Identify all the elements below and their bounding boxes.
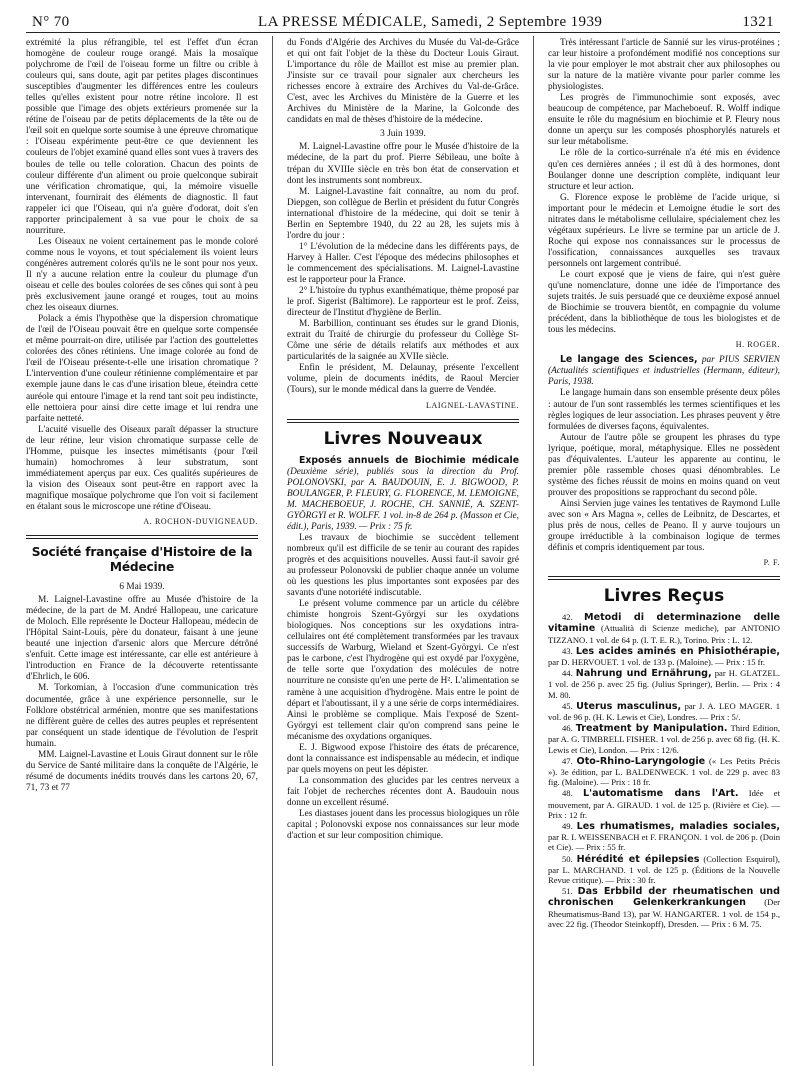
book-details: (Der Rheumatismus-Band 13), par W. HANGARTER. 1 vol. de 154 p., avec 22 fig. (Theodor Steinkopff), Dresden. — Prix : 6 M. 75.: [548, 897, 780, 929]
paragraph: Les diastases jouent dans les processus biologiques un rôle capital ; Polonovski expose nos connaissances sur leur mode d'action et sur leur composition chimique.: [287, 809, 519, 842]
book-title: Exposés annuels de Biochimie médicale: [299, 454, 519, 466]
book-title: Treatment by Manipulation.: [575, 723, 728, 735]
list-item: 45. Uterus masculinus, par J. A. LEO MAGER. 1 vol. de 96 p. (H. K. Lewis et Cie), Londres. — Prix : 5/.: [548, 700, 780, 723]
book-title: Les rhumatismes, maladies sociales,: [576, 821, 780, 833]
paragraph: Le langage humain dans son ensemble présente deux pôles : autour de l'un sont rassemblés les termes scientifiques et les règles logiques de leur association. Les phrases peuvent y être formulées de diverses façons, équivalentes.: [548, 388, 780, 432]
issue-number: N° 70: [32, 14, 70, 30]
book-details: par D. HERVOUET. 1 vol. de 133 p. (Maloine). — Prix : 15 fr.: [548, 657, 766, 668]
book-title: Oto-Rhino-Laryngologie: [576, 755, 706, 767]
paragraph: M. Barbillion, continuant ses études sur le grand Dionis, extrait du Traité de chirurgie du professeur du Collège St-Côme une série de détails relatifs aux méthodes et aux particularités de la saignée au XVIIe siècle.: [287, 319, 519, 363]
book-title: Uterus masculinus,: [576, 700, 682, 712]
list-item: 47. Oto-Rhino-Laryngologie (« Les Petits Précis »). 3e édition, par L. BALDENWECK. 1 vol. de 229 p. avec 83 fig. (Maloine). — Prix : 18 fr.: [548, 755, 780, 788]
section-title: Société française d'Histoire de la Médecine: [31, 545, 253, 575]
book-title: L'automatisme dans l'Art.: [583, 788, 739, 800]
book-details: (Deuxième série), publiés sous la direction du Prof. POLONOVSKI, par A. BAUDOUIN, E. J. BIGWOOD, P. BOULANGER, P. FLEURY, G. FLORENCE, M. LEMOIGNE, M. MACHEBOEUF, J. ROCHE, CH. SANNIÉ, A. SZENT-GYÖRGYI et R. WOLFF. 1 vol. in-8 de 264 p. (Masson et Cie, édit.), Paris, 1939. — Prix : 75 fr.: [287, 466, 519, 532]
list-item: 44. Nahrung und Ernährung, par H. GLATZEL. 1 vol. de 256 p. avec 25 fig. (Julius Springer), Berlin. — Prix : 4 M. 80.: [548, 668, 780, 700]
paragraph: E. J. Bigwood expose l'histoire des états de précarence, dont la connaissance est indispensable au médecin, et indique par quels moyens on peut les dépister.: [287, 742, 519, 775]
book-entry: [287, 455, 519, 533]
book-details: par PIUS SERVIEN (Actualités scientifiques et industrielles (Hermann, éditeur), Paris, 1938.: [548, 355, 780, 388]
paragraph: Le court exposé que je viens de faire, qui n'est guère qu'une nomenclature, donne une idée de l'importance des sujets traités. Je suis persuadé que ce deuxième exposé annuel de Biochimie se trouvera bientôt, en compagnie du volume précédent, dans la bibliothèque de tous les biologistes et de tous les médecins.: [548, 269, 780, 336]
paragraph: La consommation des glucides par les centres nerveux a fait l'objet de recherches récentes dont A. Baudouin nous donne un excellent résumé.: [287, 775, 519, 808]
paragraph: M. Laignel-Lavastine offre au Musée d'histoire de la médecine, de la part de M. André Hallopeau, une caricature de Moloch. Elle représente le Docteur Hallopeau, médecin de l'Hôpital Saint-Louis, père du donateur, faisant à une jeune beauté une injection d'arsenic alors que Mercure détrôné s'enfuit. Cette image est intéressante, car elle est antérieure à l'introduction en France de la découverte retentissante d'Ehrlich, le 606.: [26, 595, 258, 683]
book-title: Metodi di determinazione delle vitamine: [548, 612, 780, 635]
book-details: (Collection Esquirol), par L. MARCHAND. 1 vol. de 125 p. (Éditions de la Nouvelle Revue critique). — Prix : 30 fr.: [548, 853, 780, 886]
book-details: par H. GLATZEL. 1 vol. de 256 p. avec 25 fig. (Julius Springer), Berlin. — Prix : 4 M. 80.: [548, 668, 780, 700]
paragraph: Les Oiseaux ne voient certainement pas le monde coloré comme nous le voyons, et tout spécialement ils voient leurs congénères autrement colorés qu'ils ne le sont pour nos yeux. Il n'y a aucune relation entre la couleur du plumage d'un oiseau et celle des boules colorées de ses cônes qui sont à peu près exclusivement jaune orangé et rouges, tout au moins chez les oiseaux diurnes.: [26, 236, 258, 314]
paragraph: Le présent volume commence par un article du célèbre chimiste hongrois Szent-Györgyi sur les oxydations biologiques. Nos conceptions sur les oxydations intra-cellulaires ont été complètement transformées par les travaux successifs de Warburg, Wieland et Szent-Györgyi. Ce n'est pas le carbone, c'est l'hydrogène qui est oxydé par l'oxygène, de telle sorte que l'oxydation des molécules de notre nourriture ne consiste qu'en une perte de H². L'alimentation se ramène à une acquisition d'hydrogène. Mais entre le point de départ et l'aboutissant, il y a une série de corps intermédiaires. Ainsi le problème se complique. Mais l'exposé de Szent-Györgyi est tellement clair qu'on comprend sans peine le mécanisme des oxydations organiques.: [287, 599, 519, 742]
signature: P. F.: [763, 558, 780, 568]
received-books-list: [548, 612, 780, 929]
book-details: par J. A. LEO MAGER. 1 vol. de 96 p. (H. K. Lewis et Cie), Londres. — Prix : 5/.: [548, 700, 780, 723]
paragraph: 2° L'histoire du typhus exanthématique, thème proposé par le prof. Sigerist (Baltimore). Le rapporteur est le prof. Zeiss, directeur de l'Institut d'hygiène de Berlin.: [287, 286, 519, 319]
list-item: 42. Metodi di determinazione delle vitamine (Attualità di Scienze mediche), par ANTONIO TIZZANO. 1 vol. de 64 p. (I. T. E. R.), Torino. Prix : L. 12.: [548, 612, 780, 645]
paragraph: G. Florence expose le problème de l'acide urique, si important pour le médecin et Lemoigne étudie le sort des nitrates dans le métabolisme cellulaire, spécialement chez les végétaux supérieurs. Le livre se termine par un article de J. Roche qui expose nos connaissances sur le processus de l'ossification, connaissances auxquelles ses travaux personnels ont largement contribué.: [548, 192, 780, 269]
session-date: 6 Mai 1939.: [119, 582, 165, 593]
paragraph: Les travaux de biochimie se succèdent tellement nombreux qu'il est difficile de se tenir au courant des rapides progrès et des acquisitions nouvelles. Aussi faut-il savoir gré au professeur Polonovski de publier chaque année un volume où les questions les plus importantes sont exposées par des savants d'une notoriété indiscutable.: [287, 532, 519, 599]
list-item: 50. Hérédité et épilepsies (Collection Esquirol), par L. MARCHAND. 1 vol. de 125 p. (Éditions de la Nouvelle Revue critique). — Prix : 30 fr.: [548, 853, 780, 886]
book-details: Idée et mouvement, par A. GIRAUD. 1 vol. de 125 p. (Rivière et Cie). — Prix : 12 fr.: [548, 788, 780, 820]
page-number: 1321: [742, 14, 774, 30]
column-divider: [272, 36, 273, 1066]
column-3: [548, 38, 780, 1066]
paragraph: M. Torkomian, à l'occasion d'une communication très documentée, grâce à une expérience personnelle, sur le Folklore obstétrical arménien, montre que ses manifestations ne diffèrent guère de celles des autres peuples et représentent par conséquent un stade identique de l'évolution de l'esprit humain.: [26, 683, 258, 749]
page-header: [26, 8, 780, 32]
column-divider: [533, 36, 534, 1066]
signature: LAIGNEL-LAVASTINE.: [426, 400, 519, 410]
section-title: Livres Reçus: [603, 586, 725, 607]
list-item: 51. Das Erbbild der rheumatischen und chronischen Gelenkerkrankungen (Der Rheumatismus-Band 13), par W. HANGARTER. 1 vol. de 154 p., avec 22 fig. (Theodor Steinkopff), Dresden. — Prix : 6 M. 75.: [548, 886, 780, 929]
book-entry: [548, 354, 780, 388]
column-2: [287, 38, 519, 1066]
signature: H. ROGER.: [735, 340, 780, 350]
paragraph: extrémité la plus réfrangible, tel est l'effet d'un écran homogène de couleur rouge orangé. Mais la mosaïque polychrome de l'œil de l'oiseau forme un filtre ou crible à couleurs qui, sans doute, agit par petites plages discontinues susceptibles d'augmenter les différences entre les couleurs telles qu'elles existent pour notre rétine incolore. Il est possible que l'image des objets extérieurs promenée sur la rétine de l'oiseau par de petits déplacements de la tête ou de l'œil soit en quelque sorte soumise à une épreuve chromatique : l'Oiseau expérimente peut-être ce que deviennent les couleurs de l'objet examiné quand elles sont vues à travers des boules de telle ou telle coloration. Chacun des points de couleur différente d'un aliment ou proie quelconque subirait une vérification chromatique, qui, la mémoire visuelle intervenant, fournirait des éléments de diagnostic. Il faut rappeler ici que l'Oiseau, qui n'a guère d'odorat, doit s'en rapporter principalement à sa vue pour le choix de sa nourriture.: [26, 38, 258, 236]
section-rule: [287, 419, 519, 423]
session-date: 3 Juin 1939.: [380, 129, 426, 140]
list-item: 49. Les rhumatismes, maladies sociales, par R. I. WEISSENBACH et F. FRANÇON. 1 vol. de 206 p. (Doin et Cie). — Prix : 55 fr.: [548, 821, 780, 853]
book-title: Le langage des Sciences,: [560, 354, 698, 366]
list-item: 43. Les acides aminés en Phisiothérapie, par D. HERVOUET. 1 vol. de 133 p. (Maloine). — Prix : 15 fr.: [548, 645, 780, 668]
list-item: 48. L'automatisme dans l'Art. Idée et mouvement, par A. GIRAUD. 1 vol. de 125 p. (Rivière et Cie). — Prix : 12 fr.: [548, 788, 780, 820]
book-title: Les acides aminés en Phisiothérapie,: [575, 645, 780, 657]
section-title: Livres Nouveaux: [323, 428, 483, 449]
paragraph: Enfin le président, M. Delaunay, présente l'excellent volume, plein de documents inédits, de Raoul Mercier (Tours), sur le monde médical dans la guerre de Vendée.: [287, 363, 519, 396]
section-rule: [26, 535, 258, 539]
journal-title: LA PRESSE MÉDICALE, Samedi, 2 Septembre 1939: [258, 14, 603, 30]
column-1: [26, 38, 258, 1066]
book-details: Third Edition, par A. G. TIMBRELL FISHER. 1 vol. de 256 p. avec 68 fig. (H. K. Lewis et Cie), London. — Prix : 12/6.: [548, 723, 780, 755]
book-details: (« Les Petits Précis »). 3e édition, par L. BALDENWECK. 1 vol. de 229 p. avec 83 fig. (Maloine). — Prix : 18 fr.: [548, 755, 780, 788]
paragraph: Très intéressant l'article de Sannié sur les virus-protéines ; car leur histoire a profondément modifié nos conceptions sur la vie pour employer le mot abstrait cher aux philosophes ou sur la nature de la matière vivante pour parler comme les physiologistes.: [548, 38, 780, 93]
book-title: Hérédité et épilepsies: [576, 853, 700, 865]
paragraph: Polack a émis l'hypothèse que la dispersion chromatique de l'œil de l'Oiseau pouvait être en quelque sorte compensée et même pourrait-on dire, utilisée par l'action des gouttelettes colorées des cônes rétiniens. Une image colorée au fond de l'œil de l'Oiseau présente-t-elle une irisation chromatique ? L'intervention d'une couleur rétinienne complémentaire et par exemple jaune dans le cas d'une irisation bleue, éteindra cette auréole qui entoure l'image et la rend tant soit peu indistincte, elle nettoiera pour ainsi dire cette image et lui rendra une parfaite netteté.: [26, 314, 258, 424]
book-title: Nahrung und Ernährung,: [575, 668, 712, 680]
list-item: 46. Treatment by Manipulation. Third Edition, par A. G. TIMBRELL FISHER. 1 vol. de 256 p. avec 68 fig. (H. K. Lewis et Cie), London. — Prix : 12/6.: [548, 723, 780, 755]
paragraph: du Fonds d'Algérie des Archives du Musée du Val-de-Grâce et qui ont fait l'objet de la thèse du Docteur Louis Giraut. L'importance du rôle de Maillot est mise au premier plan. J'insiste sur ce travail pour signaler aux chercheurs les richesses encore à extraire des Archives du Val-de-Grâce. C'est, avec les Archives du Ministère de la Guerre et les Archives du Ministère de la Marine, la Golconde des candidats en mal de thèses d'histoire de la médecine.: [287, 38, 519, 126]
paragraph: Ainsi Servien juge vaines les tentatives de Raymond Lulle avec son « Ars Magna », celles de Leibnitz, de Descartes, et plus près de nous, celles de Peano. Il y aurve toujours un groupe irréductible à la combinaison logique de termes définis et compris identiquement par tous.: [548, 498, 780, 554]
paragraph: Les progrès de l'immunochimie sont exposés, avec beaucoup de compétence, par Macheboeuf. R. Wolff indique ensuite le rôle du magnésium en biochimie et P. Fleury nous donne un aperçu sur les composés phosphorylés naturels et sur leur métabolisme.: [548, 93, 780, 148]
paragraph: M. Laignel-Lavastine offre pour le Musée d'histoire de la médecine, de la part du prof. Pierre Sébileau, une boîte à trépan du XVIIIe siècle en très bon état de conservation et dont les instruments sont nombreux.: [287, 142, 519, 186]
paragraph: Autour de l'autre pôle se groupent les phrases du type lyrique, poétique, moral, métaphysique. Elles ne possèdent pas d'équivalentes. L'auteur les apparente au continu, le premier pôle rassemble choses quasi dénombrables. Le système des fiches réussit de moins en moins quand on veut prouver des propositions se rapprochant du second pôle.: [548, 432, 780, 498]
book-details: (Attualità di Scienze mediche), par ANTONIO TIZZANO. 1 vol. de 64 p. (I. T. E. R.), Torino. Prix : L. 12.: [548, 623, 780, 645]
paragraph: Le rôle de la cortico-surrénale n'a été mis en évidence qu'en ces dernières années ; il est dû à des hormones, dont Boulanger donne une description complète, indiquant leur structure et leur action.: [548, 148, 780, 192]
book-title: Das Erbbild der rheumatischen und chronischen Gelenkerkrankungen: [548, 886, 780, 909]
paragraph: 1° L'évolution de la médecine dans les différents pays, de Harvey à Haller. C'est l'époque des médecins philosophes et le commencement des spécialisations. M. Laignel-Lavastine est le rapporteur pour la France.: [287, 241, 519, 285]
signature: A. ROCHON-DUVIGNEAUD.: [143, 517, 258, 527]
book-details: par R. I. WEISSENBACH et F. FRANÇON. 1 vol. de 206 p. (Doin et Cie). — Prix : 55 fr.: [548, 832, 780, 853]
journal-page: [26, 8, 780, 1074]
paragraph: M. Laignel-Lavastine fait connaître, au nom du prof. Diepgen, son collègue de Berlin et président du futur Congrès international d'histoire de la médecine, qui doit se tenir à Berlin en Septembre 1940, du 22 au 28, les sujets mis à l'ordre du jour :: [287, 186, 519, 241]
section-rule: [548, 576, 780, 580]
paragraph: L'acuité visuelle des Oiseaux paraît dépasser la structure de leur rétine, leur vision chromatique surpasse celle de l'Homme, puisque les insectes mimétisants (pour l'œil humain) homochromes à leur substratum, sont immédiatement aperçus par eux. Ces qualités supérieures de la vision des Oiseaux sont peut-être en rapport avec la magnifique mosaïque polychrome que l'on voit si facilement en étalant sous le microscope une rétine d'Oiseau.: [26, 424, 258, 512]
header-rule: [26, 32, 780, 33]
paragraph: MM. Laignel-Lavastine et Louis Giraut donnent sur le rôle du Service de Santé militaire dans la conquête de l'Algérie, le résumé de documents inédits trouvés dans les cartons 20, 67, 71, 73 et 77: [26, 749, 258, 793]
